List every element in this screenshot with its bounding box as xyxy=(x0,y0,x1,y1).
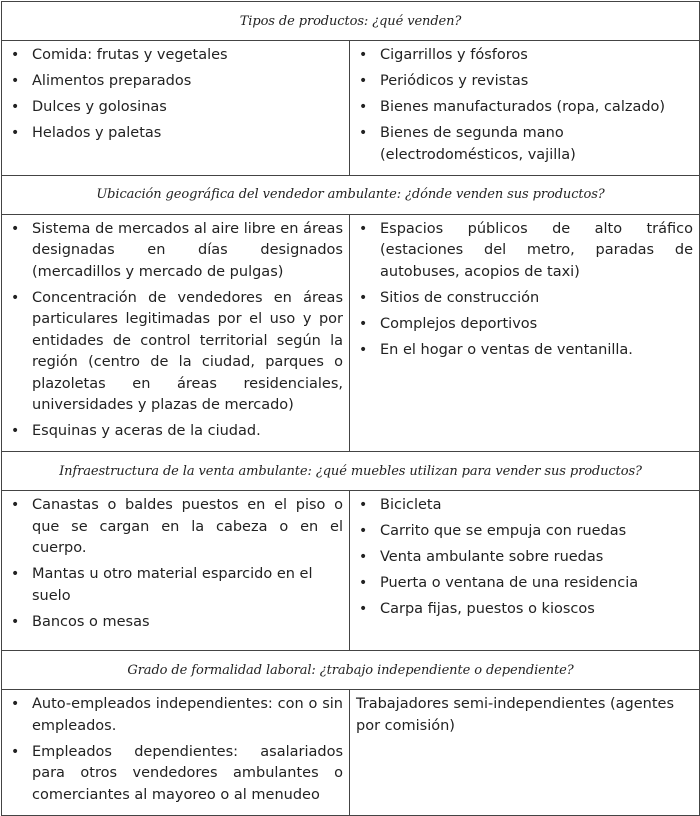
list-item: • Espacios públicos de alto tráfico (estaciones del metro, paradas de autobuses, acopios de taxi) xyxy=(356,219,693,284)
list-item: • Venta ambulante sobre ruedas xyxy=(356,547,693,569)
list-item: • Bicicleta xyxy=(356,495,693,517)
list-item: • Helados y paletas xyxy=(8,123,343,145)
list-item: • Bienes manufacturados (ropa, calzado) xyxy=(356,97,693,119)
list-item: Trabajadores semi-independientes (agentes por comisión) xyxy=(356,696,675,734)
list-item: • En el hogar o ventas de ventanilla. xyxy=(356,340,693,362)
right-column xyxy=(350,41,700,176)
item-list xyxy=(356,219,693,362)
list-item: • Carrito que se empuja con ruedas xyxy=(356,521,693,543)
list-item: • Bienes de segunda mano (electrodomésticos, vajilla) xyxy=(356,123,693,166)
list-item: • Alimentos preparados xyxy=(8,71,343,93)
right-column xyxy=(350,690,700,816)
section-body-row xyxy=(2,491,700,651)
list-item: • Esquinas y aceras de la ciudad. xyxy=(8,421,343,443)
list-item: • Empleados dependientes: asalariados para otros vendedores ambulantes o comerciantes al mayoreo o al menudeo xyxy=(8,742,343,807)
list-item: • Concentración de vendedores en áreas particulares legitimadas por el uso y por entidades de control territorial según la región (centro de la ciudad, parques o plazoletas en áreas residenciales, universidades y plazas de mercado) xyxy=(8,288,343,417)
left-column xyxy=(2,690,350,816)
list-item: • Periódicos y revistas xyxy=(356,71,693,93)
item-list xyxy=(356,495,693,621)
section-body-row xyxy=(2,214,700,452)
right-column xyxy=(350,491,700,651)
section-header-infrastructure: Infraestructura de la venta ambulante: ¿qué muebles utilizan para vender sus productos? xyxy=(2,452,700,491)
list-item: • Sitios de construcción xyxy=(356,288,693,310)
list-item: • Cigarrillos y fósforos xyxy=(356,45,693,67)
section-header-row xyxy=(2,651,700,690)
list-item: • Mantas u otro material esparcido en el suelo xyxy=(8,564,343,607)
section-body-row xyxy=(2,690,700,816)
list-item: • Dulces y golosinas xyxy=(8,97,343,119)
right-column xyxy=(350,214,700,452)
item-list xyxy=(356,45,693,166)
left-column xyxy=(2,214,350,452)
section-header-product-types: Tipos de productos: ¿qué venden? xyxy=(2,2,700,41)
classification-table xyxy=(1,1,700,816)
item-list xyxy=(356,694,693,737)
list-item: • Carpa fijas, puestos o kioscos xyxy=(356,599,693,621)
section-header-row xyxy=(2,175,700,214)
section-header-labor-formality: Grado de formalidad laboral: ¿trabajo independiente o dependiente? xyxy=(2,651,700,690)
section-body-row xyxy=(2,41,700,176)
item-list xyxy=(8,45,343,145)
section-header-row xyxy=(2,452,700,491)
list-item: • Auto-empleados independientes: con o sin empleados. xyxy=(8,694,343,737)
section-header-location: Ubicación geográfica del vendedor ambulante: ¿dónde venden sus productos? xyxy=(2,175,700,214)
item-list xyxy=(8,219,343,443)
item-list xyxy=(8,694,343,806)
list-item: • Complejos deportivos xyxy=(356,314,693,336)
list-item: • Puerta o ventana de una residencia xyxy=(356,573,693,595)
item-list xyxy=(8,495,343,633)
list-item: • Sistema de mercados al aire libre en áreas designadas en días designados (mercadillos y mercado de pulgas) xyxy=(8,219,343,284)
list-item: • Bancos o mesas xyxy=(8,612,343,634)
list-item: • Comida: frutas y vegetales xyxy=(8,45,343,67)
left-column xyxy=(2,41,350,176)
section-header-row xyxy=(2,2,700,41)
list-item: • Canastas o baldes puestos en el piso o que se cargan en la cabeza o en el cuerpo. xyxy=(8,495,343,560)
left-column xyxy=(2,491,350,651)
